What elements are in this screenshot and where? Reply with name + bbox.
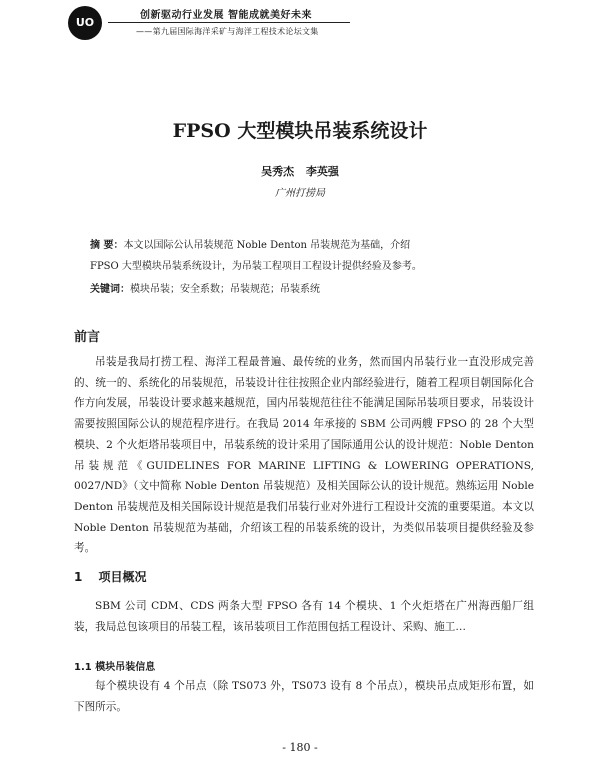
page-number: - 180 -	[282, 741, 318, 754]
keywords-label: 关键词：	[90, 284, 130, 295]
section-1-1-heading: 1.1 模块吊装信息	[74, 662, 156, 673]
section-1-heading	[74, 568, 147, 585]
section-1-number: 1	[74, 570, 83, 584]
preface-paragraph: 吊装是我局打捞工程、海洋工程最普遍、最传统的业务，然而国内吊装行业一直没形成完善的、统一的、系统化的吊装规范，吊装设计往往按照企业内部经验进行，随着工程项目朝国际化合作方向发展，吊装设计要求越来越规范，国内吊装规范往往不能满足国际吊装项目要求，吊装设计需要按照国际公认的规范程序进行。在我局 2014 年承接的 SBM 公司两艘 FPSO 的 28 个大型模块、2 个火炬塔吊装项目中，吊装系统的设计采用了国际通用公认的设计规范：Noble Denton 吊装规范《GUIDELINES FOR MARINE LIFTING & LOWERING OPERATIONS, 0027/ND》（文中简称 Noble Denton 吊装规范）及相关国际公认的设计规范。熟练运用 Noble Denton 吊装规范及相关国际设计规范是我们吊装行业对外进行工程设计交流的重要渠道。本文以 Noble Denton 吊装规范为基础，介绍该工程的吊装系统的设计，为类似吊装项目提供经验及参考。	[74, 356, 534, 555]
section-1-paragraph: SBM 公司 CDM、CDS 两条大型 FPSO 各有 14 个模块、1 个火炬塔在广州海西船厂组装，我局总包该项目的吊装工程，该吊装项目工作范围包括工程设计、采购、施工…	[74, 600, 534, 633]
header-slogan: 创新驱动行业发展 智能成就美好未来	[140, 10, 312, 21]
keywords-text: 模块吊装；安全系数；吊装规范；吊装系统	[130, 284, 320, 295]
header-rule	[108, 22, 350, 23]
paper-title: FPSO 大型模块吊装系统设计	[172, 120, 428, 142]
preface-heading: 前言	[74, 330, 101, 345]
keywords-line	[90, 282, 540, 298]
abstract-text-1: 本文以国际公认吊装规范 Noble Denton 吊装规范为基础，介绍	[123, 240, 411, 251]
section-1-title: 项目概况	[98, 570, 147, 584]
affiliation: 广州打捞局	[275, 188, 325, 199]
running-header	[0, 0, 600, 46]
abstract-label: 摘 要：	[90, 240, 124, 251]
authors: 吴秀杰 李英强	[261, 165, 339, 178]
abstract-line-1	[90, 238, 540, 254]
section-1-1-paragraph: 每个模块设有 4 个吊点（除 TS073 外，TS073 设有 8 个吊点），模块吊点成矩形布置，如下图所示。	[74, 680, 534, 713]
abstract-line-2: FPSO 大型模块吊装系统设计，为吊装工程项目工程设计提供经验及参考。	[90, 261, 422, 272]
header-proceedings: ——第九届国际海洋采矿与海洋工程技术论坛文集	[136, 27, 319, 36]
publisher-logo: UO	[68, 6, 102, 40]
